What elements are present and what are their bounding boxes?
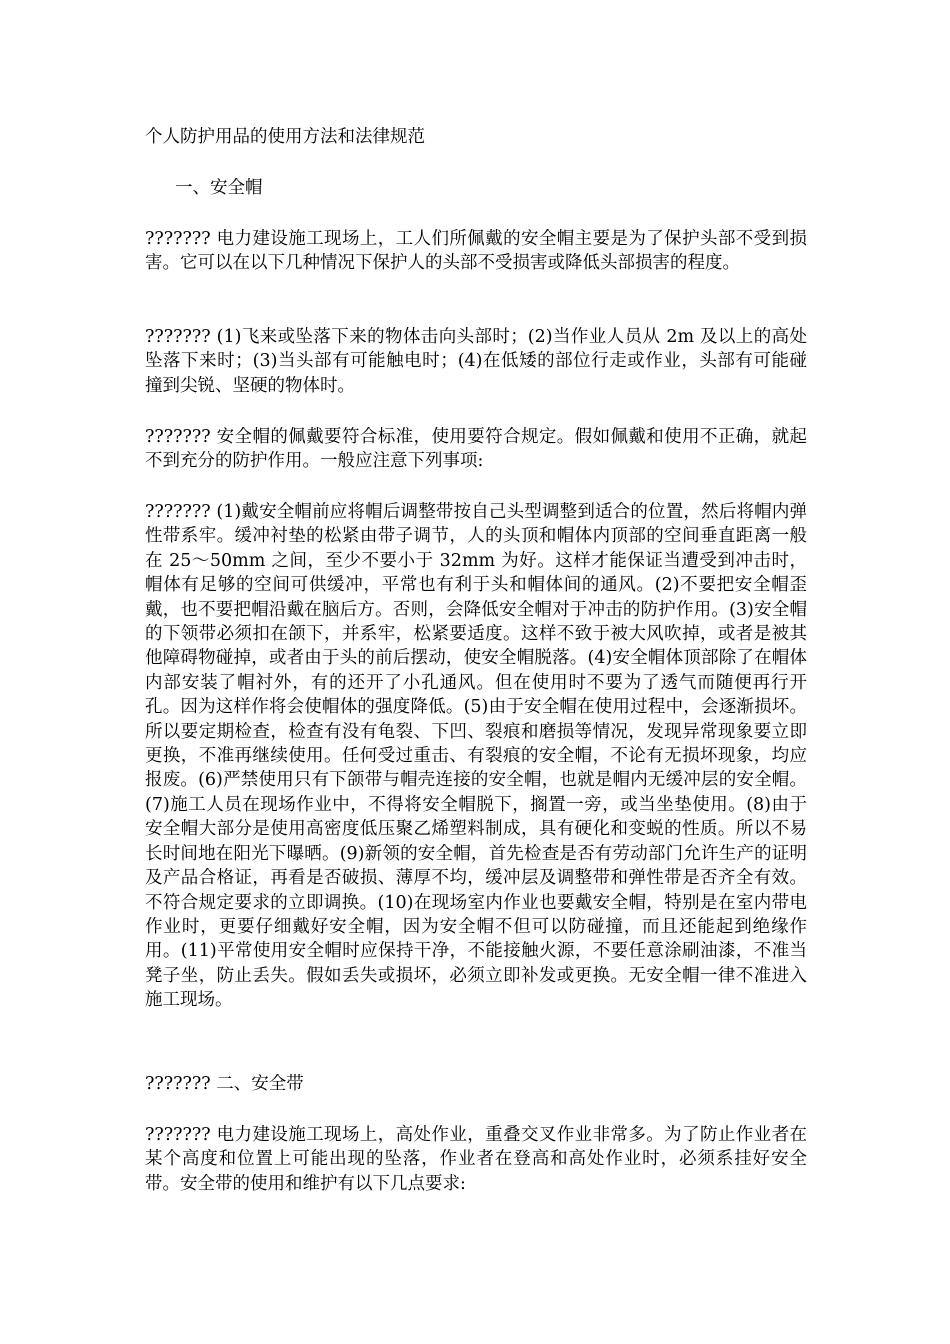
paragraph-helmet-purpose: ??????? 电力建设施工现场上，工人们所佩戴的安全帽主要是为了保护头部不受到损害。它可以在以下几种情况下保护人的头部不受损害或降低头部损害的程度。: [145, 229, 807, 274]
document-title: 个人防护用品的使用方法和法律规范: [145, 127, 425, 147]
paragraph-helmet-standards: ??????? 安全帽的佩戴要符合标准，使用要符合规定。假如佩戴和使用不正确，就起不到充分的防护作用。一般应注意下列事项:: [145, 427, 807, 472]
paragraph-helmet-rules: ??????? (1)戴安全帽前应将帽后调整带按自己头型调整到适合的位置，然后将帽内弹性带系牢。缓冲衬垫的松紧由带子调节，人的头顶和帽体内顶部的空间垂直距离一般在 25～50mm 之间，至少不要小于 32mm 为好。这样才能保证当遭受到冲击时，帽体有足够的空间可供缓冲，平常也有利于头和帽体间的通风。(2)不要把安全帽歪戴，也不要把帽沿戴在脑后方。否则，会降低安全帽对于冲击的防护作用。(3)安全帽的下领带必须扣在颌下，并系牢，松紧要适度。这样不致于被大风吹掉，或者是被其他障碍物碰掉，或者由于头的前后摆动，使安全帽脱落。(4)安全帽体顶部除了在帽体内部安装了帽衬外，有的还开了小孔通风。但在使用时不要为了透气而随便再行开孔。因为这样作将会使帽体的强度降低。(5)由于安全帽在使用过程中，会逐渐损坏。所以要定期检查，检查有没有龟裂、下凹、裂痕和磨损等情况，发现异常现象要立即更换，不准再继续使用。任何受过重击、有裂痕的安全帽，不论有无损坏现象，均应报废。(6)严禁使用只有下颌带与帽壳连接的安全帽，也就是帽内无缓冲层的安全帽。(7)施工人员在现场作业中，不得将安全帽脱下，搁置一旁，或当坐垫使用。(8)由于安全帽大部分是使用高密度低压聚乙烯塑料制成，具有硬化和变蜕的性质。所以不易长时间地在阳光下曝晒。(9)新领的安全帽，首先检查是否有劳动部门允许生产的证明及产品合格证，再看是否破损、薄厚不均，缓冲层及调整带和弹性带是否齐全有效。不符合规定要求的立即调换。(10)在现场室内作业也要戴安全帽，特别是在室内带电作业时，更要仔细戴好安全帽，因为安全帽不但可以防碰撞，而且还能起到绝缘作用。(11)平常使用安全帽时应保持干净，不能接触火源，不要任意涂刷油漆，不准当凳子坐，防止丢失。假如丢失或损坏，必须立即补发或更换。无安全帽一律不准进入施工现场。: [145, 502, 807, 1011]
section-heading-safety-helmet: 一、安全帽: [175, 178, 263, 198]
paragraph-helmet-situations: ??????? (1)飞来或坠落下来的物体击向头部时；(2)当作业人员从 2m 及以上的高处坠落下来时；(3)当头部有可能触电时；(4)在低矮的部位行走或作业，头部有可能碰撞到尖锐、坚硬的物体时。: [145, 327, 807, 396]
section-heading-safety-belt: ??????? 二、安全带: [145, 1074, 304, 1094]
paragraph-belt-intro: ??????? 电力建设施工现场上，高处作业，重叠交叉作业非常多。为了防止作业者在某个高度和位置上可能出现的坠落，作业者在登高和高处作业时，必须系挂好安全带。安全带的使用和维护有以下几点要求:: [145, 1125, 807, 1194]
